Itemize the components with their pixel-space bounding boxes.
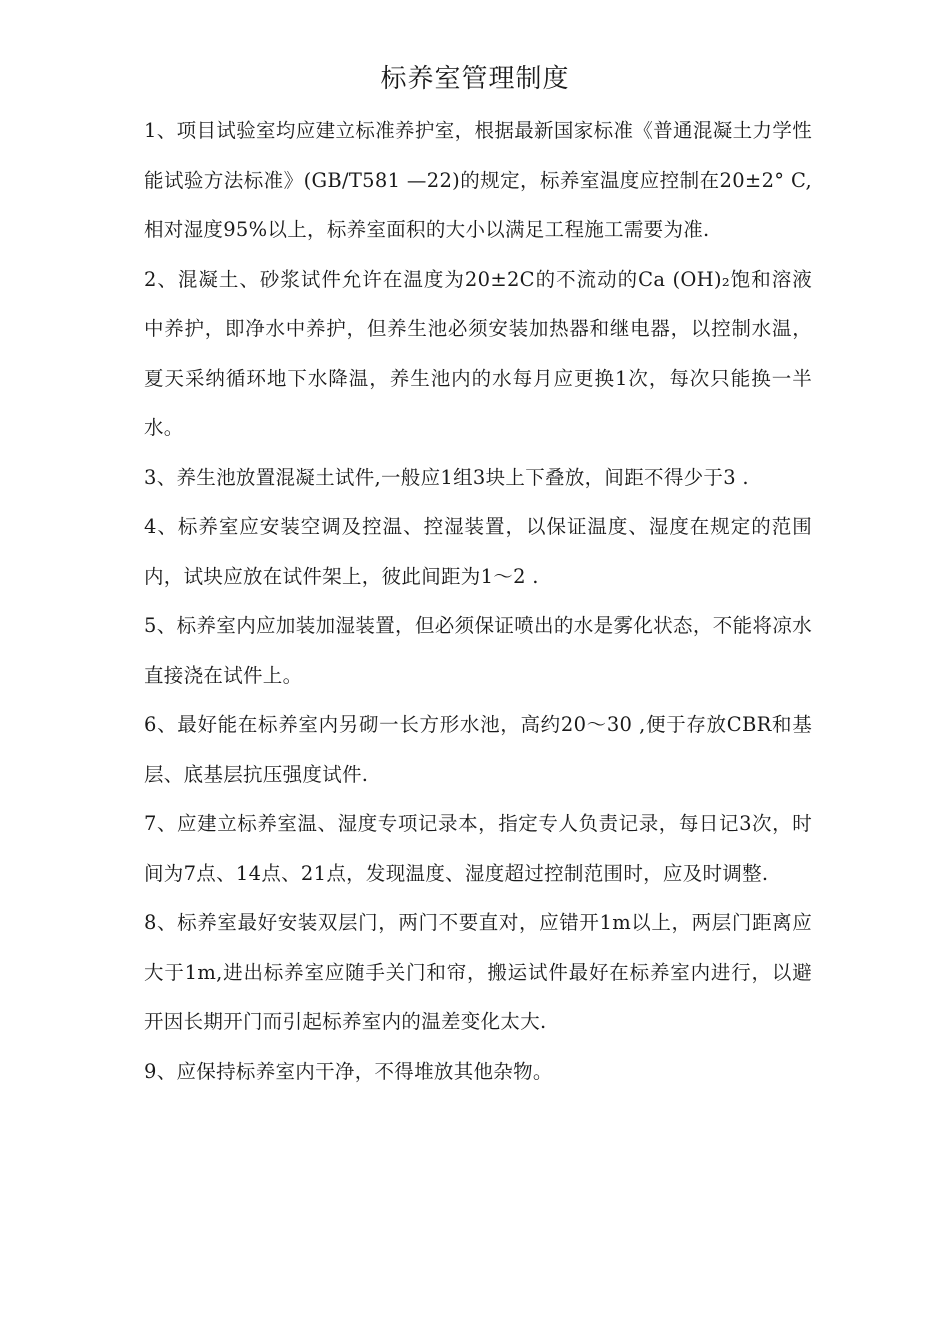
clause-2: 2、混凝土、砂浆试件允许在温度为20±2C的不流动的Ca (OH)₂饱和溶液中养护，即净水中养护，但养生池必须安装加热器和继电器，以控制水温，夏天采纳循环地下水降温，养生池内的水每月应更换1次，每次只能换一半水。 [144,267,812,439]
clause-4: 4、标养室应安装空调及控温、控湿装置，以保证温度、湿度在规定的范围内，试块应放在试件架上，彼此间距为1〜2 . [144,515,812,588]
clause-7: 7、应建立标养室温、湿度专项记录本，指定专人负责记录，每日记3次，时间为7点、14点、21点，发现温度、湿度超过控制范围时，应及时调整. [144,812,812,885]
clause-5: 5、标养室内应加装加湿装置，但必须保证喷出的水是雾化状态，不能将凉水直接浇在试件上。 [144,614,812,687]
clause-3: 3、养生池放置混凝土试件,一般应1组3块上下叠放，间距不得少于3 . [144,465,749,489]
clause-8: 8、标养室最好安装双层门，两门不要直对，应错开1m以上，两层门距离应大于1m,进出标养室应随手关门和帘，搬运试件最好在标养室内进行，以避开因长期开门而引起标养室内的温差变化太大. [144,911,812,1033]
clause-1: 1、项目试验室均应建立标准养护室，根据最新国家标准《普通混凝土力学性能试验方法标准》(GB/T581 —22)的规定，标养室温度应控制在20±2° C,相对湿度95%以上，标养室面积的大小以满足工程施工需要为准. [144,119,812,241]
clause-6: 6、最好能在标养室内另砌一长方形水池，高约20〜30 ,便于存放CBR和基层、底基层抗压强度试件. [144,713,812,786]
document-title: 标养室管理制度 [380,64,570,94]
clause-9: 9、应保持标养室内干净，不得堆放其他杂物。 [144,1059,553,1083]
clause-list [144,106,812,1096]
